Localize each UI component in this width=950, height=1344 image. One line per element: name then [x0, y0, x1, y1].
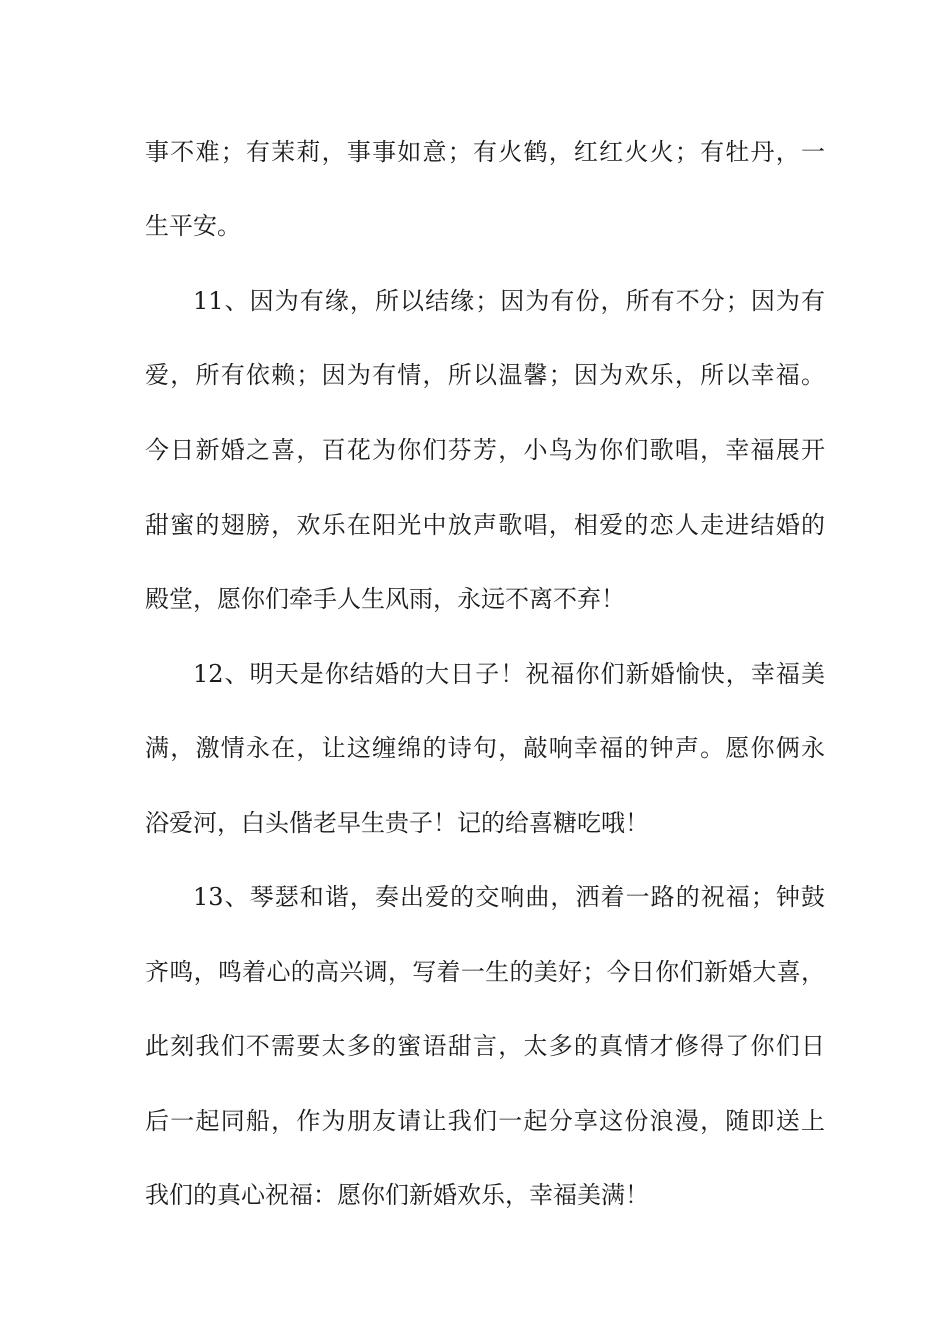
text-line: 13、琴瑟和谐，奏出爱的交响曲，洒着一路的祝福；钟鼓 [193, 883, 825, 911]
text-line: 事不难；有茉莉，事事如意；有火鹤，红红火火；有牡丹，一 [145, 138, 825, 166]
text-line: 齐鸣，鸣着心的高兴调，写着一生的美好；今日你们新婚大喜， [145, 958, 825, 986]
text-line: 此刻我们不需要太多的蜜语甜言，太多的真情才修得了你们日 [145, 1032, 825, 1060]
text-line: 我们的真心祝福：愿你们新婚欢乐，幸福美满！ [145, 1181, 649, 1209]
text-line: 11、因为有缘，所以结缘；因为有份，所有不分；因为有 [193, 287, 825, 315]
text-line: 今日新婚之喜，百花为你们芬芳，小鸟为你们歌唱，幸福展开 [145, 436, 825, 464]
text-line: 殿堂，愿你们牵手人生风雨，永远不离不弃！ [145, 585, 625, 613]
text-line: 12、明天是你结婚的大日子！祝福你们新婚愉快，幸福美 [193, 660, 825, 688]
text-line: 甜蜜的翅膀，欢乐在阳光中放声歌唱，相爱的恋人走进结婚的 [145, 511, 825, 539]
text-line: 生平安。 [145, 212, 241, 240]
text-line: 浴爱河，白头偕老早生贵子！记的给喜糖吃哦！ [145, 809, 649, 837]
text-line: 后一起同船，作为朋友请让我们一起分享这份浪漫，随即送上 [145, 1107, 825, 1135]
text-line: 满，激情永在，让这缠绵的诗句，敲响幸福的钟声。愿你俩永 [145, 734, 825, 762]
text-line: 爱，所有依赖；因为有情，所以温馨；因为欢乐，所以幸福。 [145, 361, 825, 389]
